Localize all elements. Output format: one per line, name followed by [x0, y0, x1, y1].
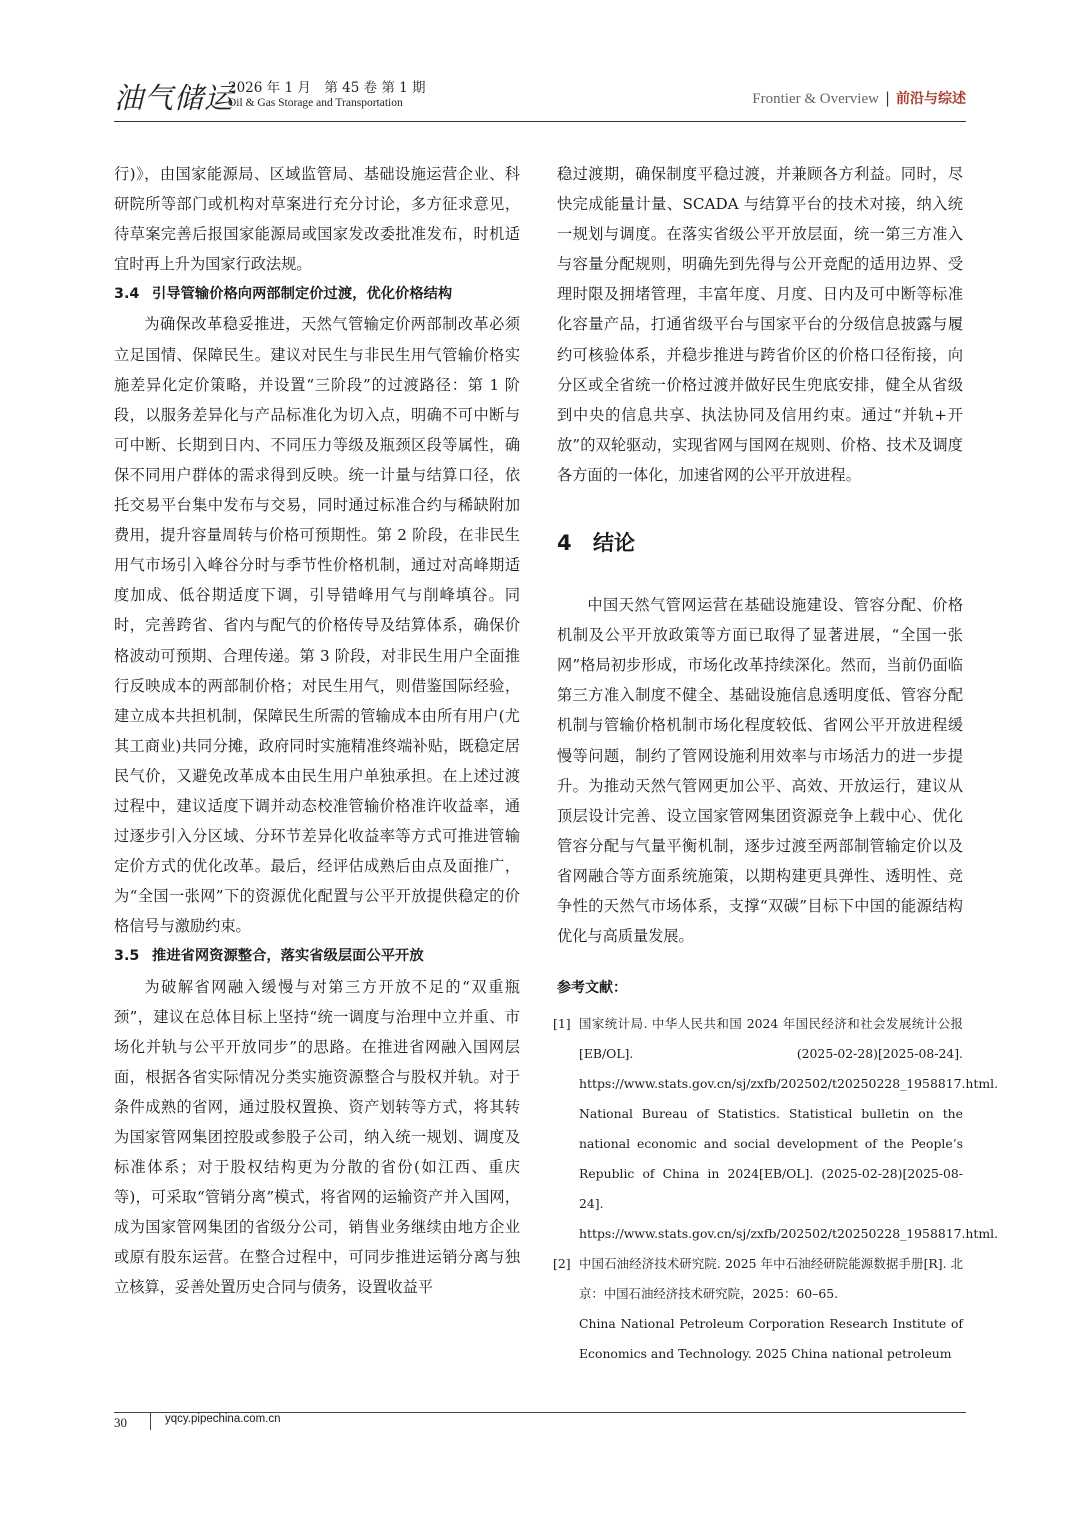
reference-item	[553, 1249, 963, 1369]
section-title: 结论	[593, 531, 635, 556]
right-column	[553, 159, 999, 1369]
reference-item	[553, 1009, 999, 1249]
section-heading-3-5	[114, 941, 520, 971]
section-number: 3.4	[114, 286, 140, 303]
column-name	[752, 88, 966, 108]
section-heading-4	[557, 528, 963, 558]
journal-logo: 油气储运	[114, 81, 235, 115]
paragraph: 为破解省网融入缓慢与对第三方开放不足的“双重瓶颈”，建议在总体目标上坚持“统一调度与治理中立并重、市场化并轨与公平开放同步”的思路。在推进省网融入国网层面，根据各省实际情况分类实施资源整合与股权并轨。对于条件成熟的省网，通过股权置换、资产划转等方式，将其转为国家管网集团控股或参股子公司，纳入统一规划、调度及标准体系；对于股权结构更为分散的省份(如江西、重庆等)，可采取“管销分离”模式，将省网的运输资产并入国网，成为国家管网集团的省级分公司，销售业务继续由地方企业或原有股东运营。在整合过程中，可同步推进运销分离与独立核算，妥善处置历史合同与债务，设置收益平	[114, 977, 520, 1297]
reference-zh: 国家统计局. 中华人民共和国 2024 年国民经济和社会发展统计公报[EB/OL]. (2025-02-28)[2025-08-24]. https://www.stats.gov.cn/sj/zxfb/202502/t20250228_1958817.html.	[579, 1016, 999, 1092]
reference-number: [1]	[553, 1016, 571, 1032]
paragraph: 为确保改革稳妥推进，天然气管输定价两部制改革必须立足国情、保障民生。建议对民生与非民生用气管输价格实施差异化定价策略，并设置“三阶段”的过渡路径：第 1 阶段，以服务差异化与产品标准化为切入点，明确不可中断与可中断、长期到日内、不同压力等级及瓶颈区段等属性，确保不同用户群体的需求得到反映。统一计量与结算口径，依托交易平台集中发布与交易，同时通过标准合约与稀缺附加费用，提升容量周转与价格可预期性。第 2 阶段，在非民生用气市场引入峰谷分时与季节性价格机制，通过对高峰期适度加成、低谷期适度下调，引导错峰用气与削峰填谷。同时，完善跨省、省内与配气的价格传导及结算体系，确保价格波动可预期、合理传递。第 3 阶段，对非民生用户全面推行反映成本的两部制价格；对民生用气，则借鉴国际经验，建立成本共担机制，保障民生所需的管输成本由所有用户(尤其工商业)共同分摊，政府同时实施精准终端补贴，既稳定居民气价，又避免改革成本由民生用户单独承担。在上述过渡过程中，建议适度下调并动态校准管输价格准许收益率，通过逐步引入分区域、分环节差异化收益率等方式可推进管输定价方式的优化改革。最后，经评估成熟后由点及面推广，为“全国一张网”下的资源优化配置与公平开放提供稳定的价格信号与激励约束。	[114, 315, 520, 936]
column-separator: |	[884, 89, 890, 107]
column-name-en: Frontier & Overview	[752, 91, 879, 107]
header-rule	[114, 121, 966, 122]
reference-en: National Bureau of Statistics. Statistical bulletin on the national economic and social development of the People’s Republic of China in 2024[EB/OL]. (2025-02-28)[2025-08-24]. https://www.stats.gov.cn/sj/zxfb/202502/t20250228_1958817.html.	[579, 1106, 999, 1242]
reference-number: [2]	[553, 1256, 571, 1272]
footer-divider	[150, 1412, 151, 1430]
reference-en: China National Petroleum Corporation Research Institute of Economics and Technology. 2025 China national petroleum	[579, 1316, 963, 1362]
journal-website: yqcy.pipechina.com.cn	[165, 1413, 281, 1425]
journal-name-en: Oil & Gas Storage and Transportation	[228, 97, 403, 109]
paragraph: 稳过渡期，确保制度平稳过渡，并兼顾各方利益。同时，尽快完成能量计量、SCADA 与结算平台的技术对接，纳入统一规划与调度。在落实省级公平开放层面，统一第三方准入与容量分配规则，明确先到先得与公开竞配的适用边界、受理时限及拥堵管理，丰富年度、月度、日内及可中断等标准化容量产品，打通省级平台与国家平台的分级信息披露与履约可核验体系，并稳步推进与跨省价区的价格口径衔接，向分区或全省统一价格过渡并做好民生兜底安排，健全从省级到中央的信息共享、执法协同及信用约束。通过“并轨+开放”的双轮驱动，实现省网与国网在规则、价格、技术及调度各方面的一体化，加速省网的公平开放进程。	[557, 165, 963, 484]
page-number: 30	[114, 1415, 127, 1430]
section-number: 3.5	[114, 948, 140, 965]
section-number: 4	[557, 531, 572, 556]
reference-zh: 中国石油经济技术研究院. 2025 年中石油经研院能源数据手册[R]. 北京：中国石油经济技术研究院，2025：60–65.	[579, 1256, 963, 1302]
paragraph: 行)》，由国家能源局、区域监管局、基础设施运营企业、科研院所等部门或机构对草案进行充分讨论，多方征求意见，待草案完善后报国家能源局或国家发改委批准发布，时机适宜时再上升为国家行政法规。	[114, 165, 520, 274]
issue-info: 2026 年 1 月 第 45 卷 第 1 期	[228, 80, 426, 96]
left-column	[114, 159, 520, 1303]
paragraph: 中国天然气管网运营在基础设施建设、管容分配、价格机制及公平开放政策等方面已取得了显著进展，“全国一张网”格局初步形成，市场化改革持续深化。然而，当前仍面临第三方准入制度不健全、基础设施信息透明度低、管容分配机制与管输价格机制市场化程度较低、省网公平开放进程缓慢等问题，制约了管网设施利用效率与市场活力的进一步提升。为推动天然气管网更加公平、高效、开放运行，建议从顶层设计完善、设立国家管网集团资源竞争上载中心、优化管容分配与气量平衡机制，逐步过渡至两部制管输定价以及省网融合等方面系统施策，以期构建更具弹性、透明性、竞争性的天然气市场体系，支撑“双碳”目标下中国的能源结构优化与高质量发展。	[557, 596, 963, 946]
references-title: 参考文献：	[557, 980, 627, 997]
section-heading-3-4	[114, 279, 520, 309]
column-name-zh: 前沿与综述	[896, 91, 966, 107]
section-title: 推进省网资源整合，落实省级层面公平开放	[152, 948, 424, 965]
page-header	[114, 70, 966, 120]
section-title: 引导管输价格向两部制定价过渡，优化价格结构	[152, 286, 453, 303]
